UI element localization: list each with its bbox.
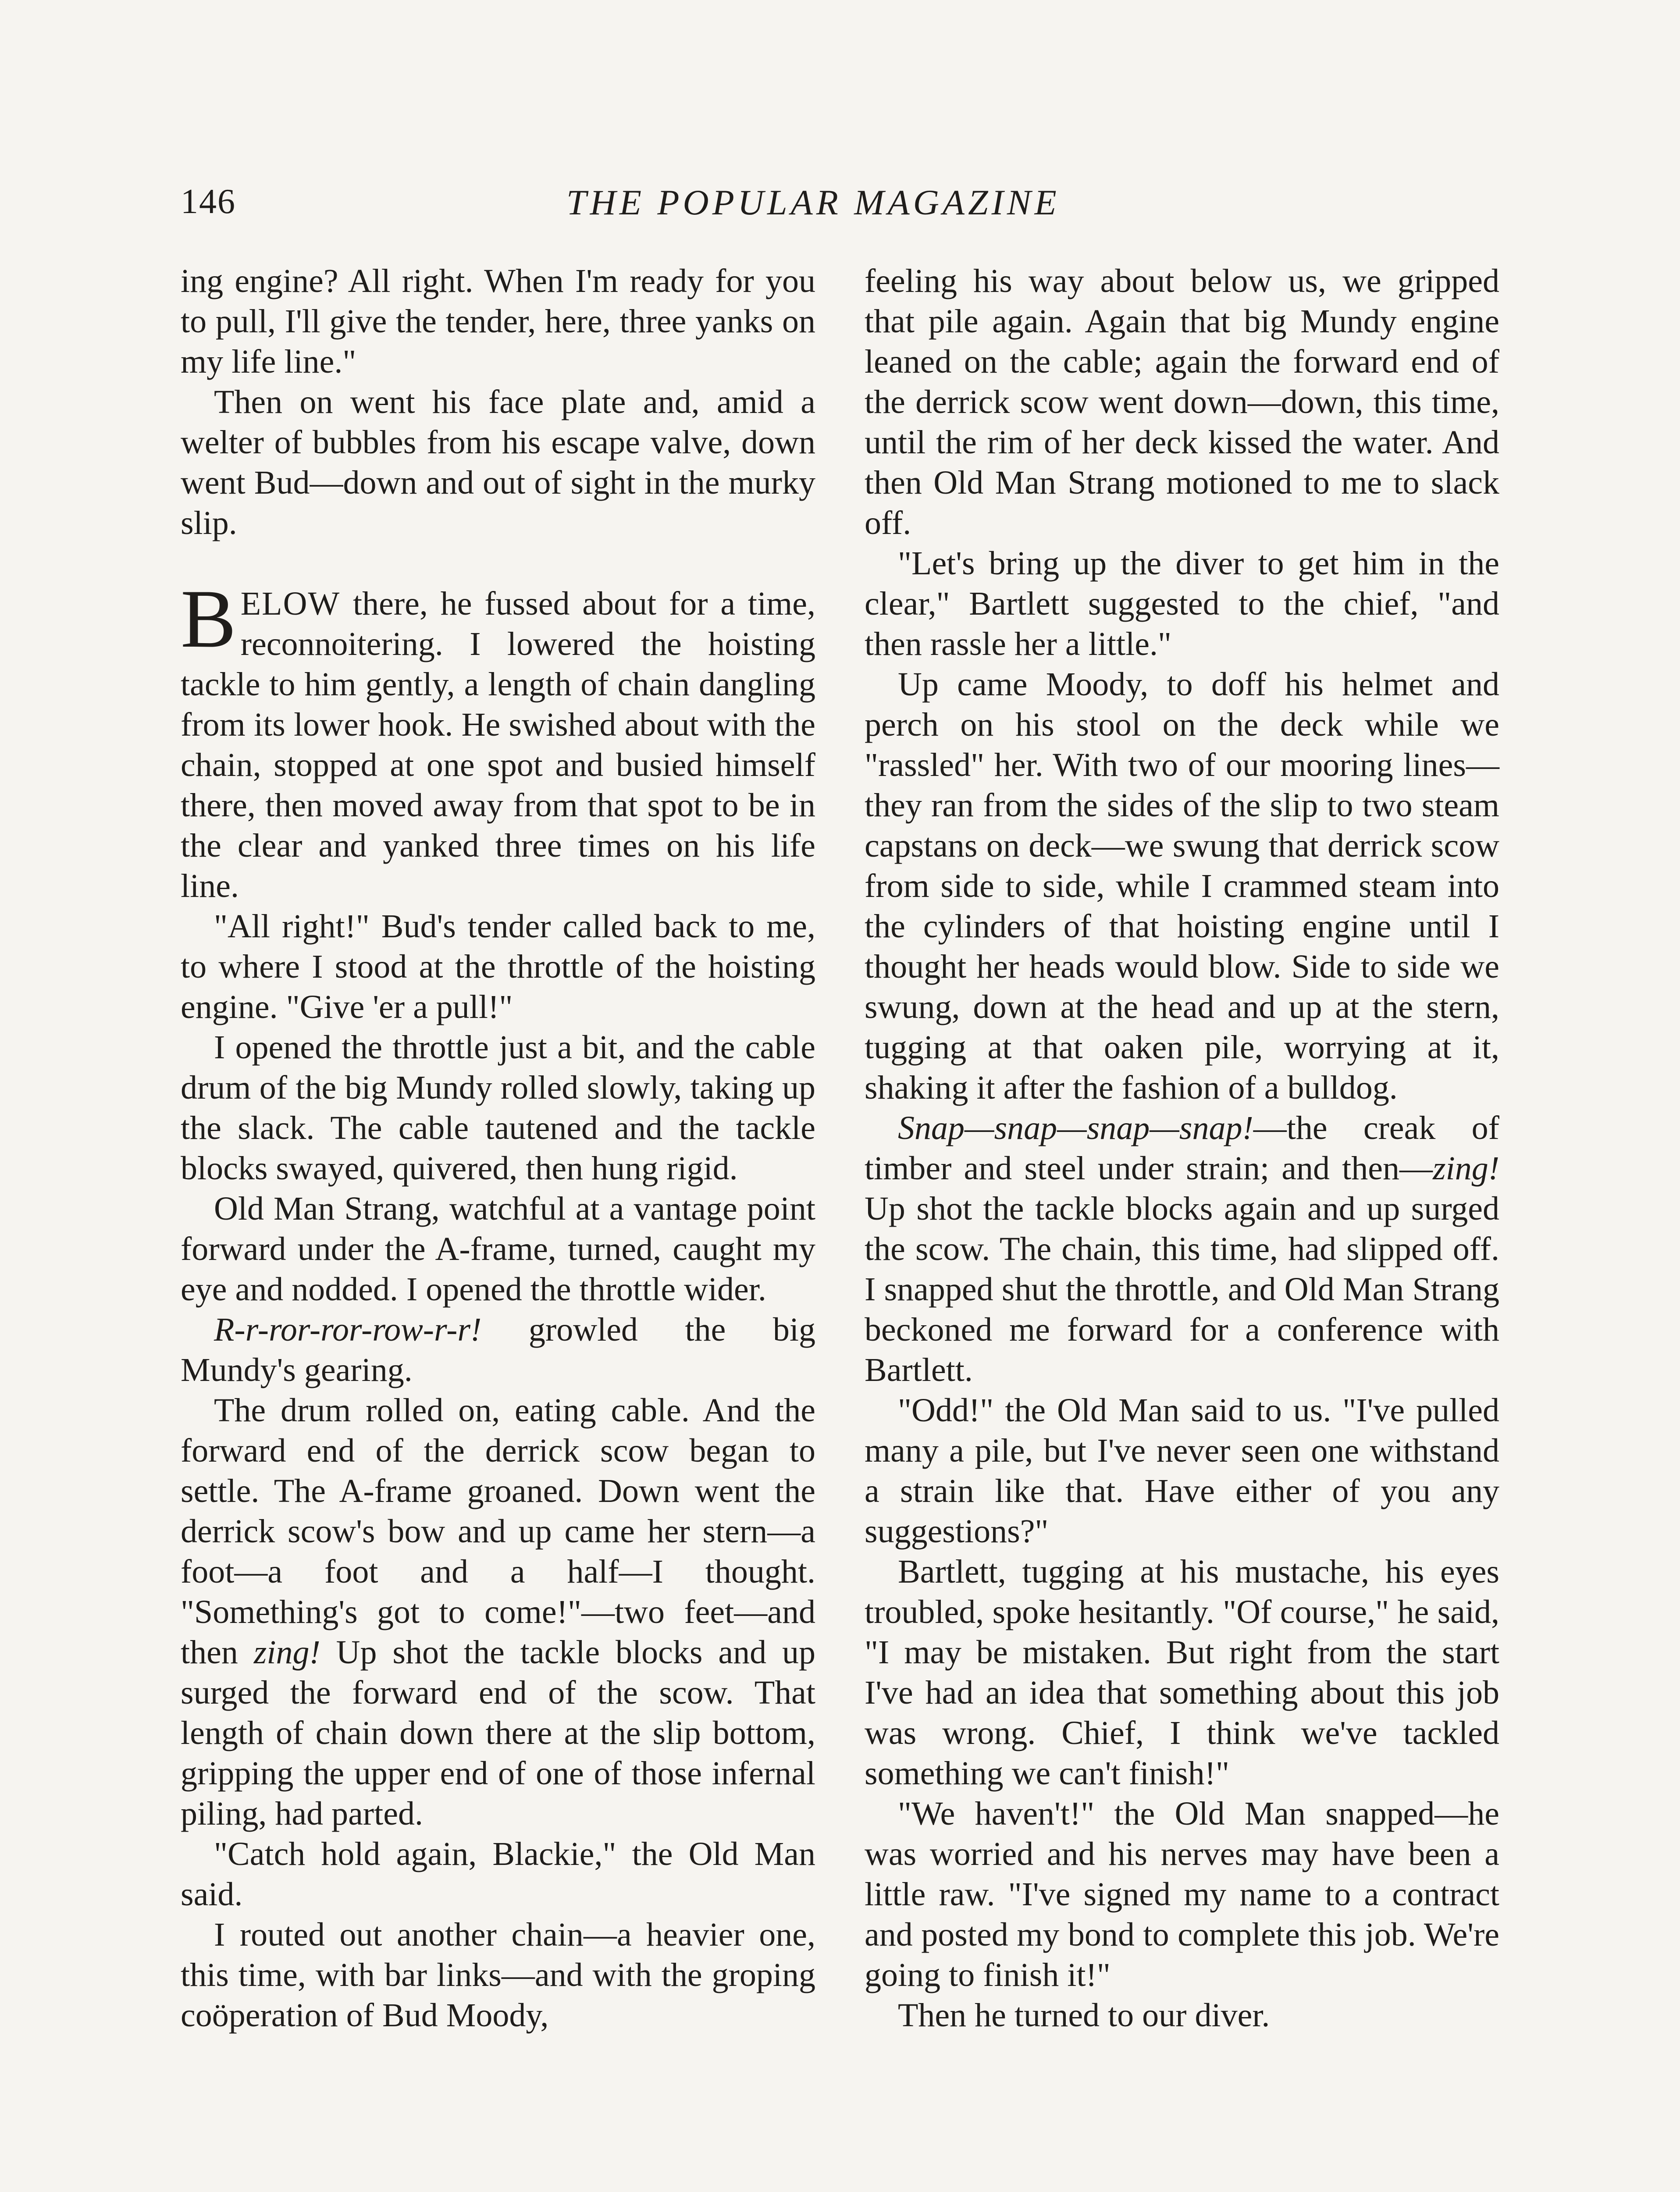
- italic-sound-effect: R-r-ror-ror-row-r-r!: [214, 1311, 482, 1348]
- paragraph: I opened the throttle just a bit, and the cable drum of the big Mundy rolled slowly, taking up the slack. The cable tautened and the tackle blocks swayed, quivered, then hung rigid.: [181, 1029, 815, 1187]
- paragraph: [181, 1310, 815, 1390]
- paragraph: feeling his way about below us, we gripped that pile again. Again that big Mundy engine leaned on the cable; again the forward end of the derrick scow went down—down, this time, until the rim of her deck kissed the water. And then Old Man Strang motioned to me to slack off.: [865, 263, 1499, 541]
- italic-sound-effect: zing!: [253, 1634, 320, 1671]
- page-header: [181, 182, 1513, 235]
- paragraph-text: there, he fussed about for a time, reconnoitering. I lowered the hoisting tackle to him gently, a length of chain dangling from its lower hook. He swished about with the chain, stopped at one spot and busied himself there, then moved away from that spot to be in the clear and yanked three times on his life line.: [181, 585, 815, 904]
- paragraph: Up came Moody, to doff his helmet and perch on his stool on the deck while we "rassled" her. With two of our mooring lines—they ran from the sides of the slip to two steam capstans on deck—we swung that derrick scow from side to side, while I crammed steam into the cylinders of that hoisting engine until I thought her heads would blow. Side to side we swung, down at the head and up at the stern, tugging at that oaken pile, worrying at it, shaking it after the fashion of a bulldog.: [865, 666, 1499, 1106]
- paragraph: Old Man Strang, watchful at a vantage point forward under the A-frame, turned, caught my eye and nodded. I opened the throttle wider.: [181, 1190, 815, 1308]
- paragraph: "Odd!" the Old Man said to us. "I've pulled many a pile, but I've never seen one withstand a strain like that. Have either of you any suggestions?": [865, 1392, 1499, 1550]
- paragraph-text: growled the big Mundy's gearing.: [181, 1311, 815, 1388]
- running-title: THE POPULAR MAGAZINE: [566, 182, 1060, 222]
- small-caps-lead: ELOW: [240, 585, 341, 622]
- paragraph-text: Up shot the tackle blocks and up surged the forward end of the scow. That length of chain down there at the slip bottom, gripping the upper end of one of those infernal piling, had parted.: [181, 1634, 815, 1832]
- paragraph: [181, 1390, 815, 1834]
- paragraph: Then he turned to our diver.: [898, 1997, 1270, 2034]
- italic-sound-effect: Snap—snap—snap—snap!: [898, 1110, 1253, 1146]
- paragraph-text: The drum rolled on, eating cable. And the forward end of the derrick scow began to settle. The A-frame groaned. Down went the derrick scow's bow and up came her stern—a foot—a foot and a half—I thought. "Something's got to come!"—two feet—and then: [181, 1392, 815, 1671]
- paragraph: "Let's bring up the diver to get him in the clear," Bartlett suggested to the chief, "and then rassle her a little.": [865, 545, 1499, 662]
- paragraph: ing engine? All right. When I'm ready for you to pull, I'll give the tender, here, three yanks on my life line.": [181, 263, 815, 380]
- left-column: [181, 261, 815, 2035]
- paragraph: "All right!" Bud's tender called back to me, to where I stood at the throttle of the hoisting engine. "Give 'er a pull!": [181, 908, 815, 1025]
- section-opening-paragraph: [181, 573, 815, 906]
- paragraph: "We haven't!" the Old Man snapped—he was worried and his nerves may have been a little raw. "I've signed my name to a contract and posted my bond to complete this job. We're going to finish it!": [865, 1795, 1499, 1993]
- paragraph: Then on went his face plate and, amid a welter of bubbles from his escape valve, down went Bud—down and out of sight in the murky slip.: [181, 384, 815, 541]
- paragraph: I routed out another chain—a heavier one, this time, with bar links—and with the groping coöperation of Bud Moody,: [181, 1916, 815, 2034]
- paragraph: "Catch hold again, Blackie," the Old Man said.: [181, 1836, 815, 1913]
- page-number: 146: [181, 182, 236, 221]
- paragraph-text: —the creak of timber and steel under strain; and then—: [865, 1110, 1499, 1187]
- paragraph: [865, 1108, 1499, 1390]
- drop-cap: B: [181, 573, 236, 665]
- paragraph-text: Up shot the tackle blocks again and up surged the scow. The chain, this time, had slipped off. I snapped shut the throttle, and Old Man Strang beckoned me forward for a conference with Bartlett.: [865, 1190, 1499, 1388]
- italic-sound-effect: zing!: [1433, 1150, 1499, 1187]
- paragraph: Bartlett, tugging at his mustache, his eyes troubled, spoke hesitantly. "Of course," he said, "I may be mistaken. But right from the start I've had an idea that something about this job was wrong. Chief, I think we've tackled something we can't finish!": [865, 1553, 1499, 1792]
- right-column: [865, 261, 1499, 2035]
